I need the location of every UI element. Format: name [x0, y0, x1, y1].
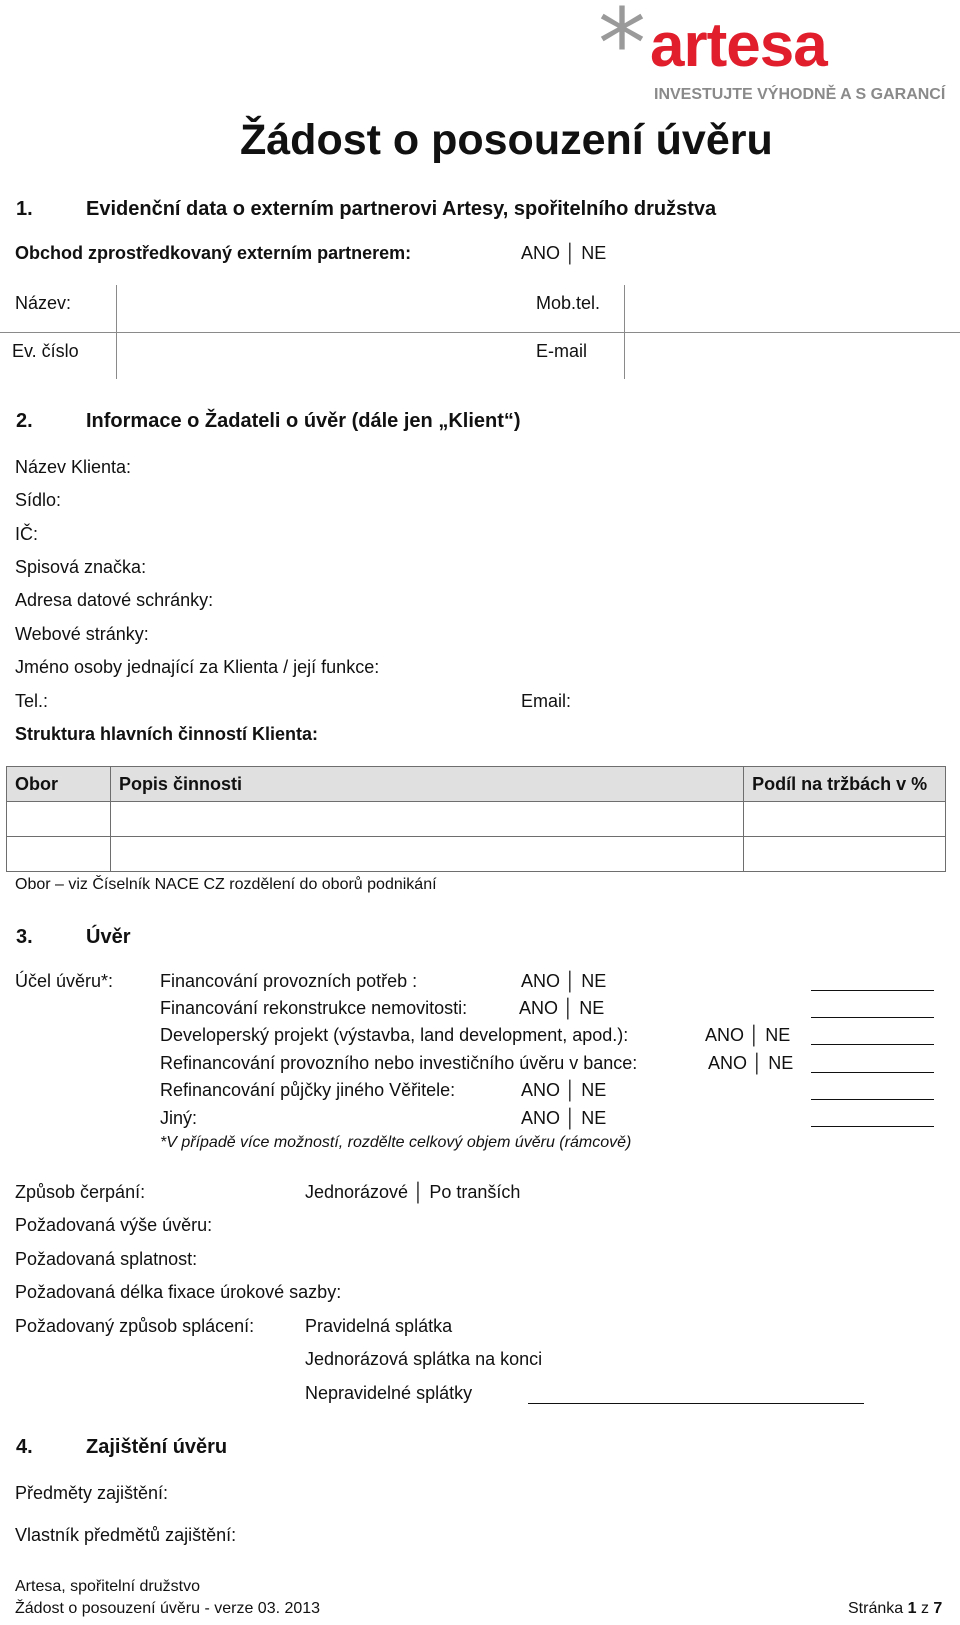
section3-number: 3. [16, 926, 33, 948]
client-field-label: Webové stránky: [15, 624, 149, 644]
activities-label: Struktura hlavních činností Klienta: [15, 724, 319, 744]
table-cell[interactable] [110, 802, 743, 837]
client-field-label: Adresa datové schránky: [15, 590, 214, 610]
field-separator [0, 332, 960, 333]
purpose-amount-blank[interactable] [811, 1072, 934, 1073]
partner-mobile-label: Mob.tel. [536, 293, 601, 313]
table-header-row [7, 767, 946, 802]
page-total: 7 [933, 1600, 943, 1617]
table-row [7, 837, 946, 872]
client-field-label: IČ: [15, 524, 39, 544]
purpose-item-text: Developerský projekt (výstavba, land development, apod.): [160, 1025, 629, 1045]
purpose-amount-blank[interactable] [811, 1126, 934, 1127]
page-sep: z [920, 1600, 929, 1617]
repayment-option[interactable]: Pravidelná splátka [305, 1316, 453, 1336]
table-row [7, 802, 946, 837]
table-note: Obor – viz Číselník NACE CZ rozdělení do oborů podnikání [15, 876, 437, 893]
table-cell[interactable] [110, 837, 743, 872]
repayment-label: Požadovaný způsob splácení: [15, 1316, 255, 1336]
section1-heading: Evidenční data o externím partnerovi Artesy, spořitelního družstva [86, 198, 717, 220]
partner-name-label: Název: [15, 293, 72, 313]
purpose-item-options[interactable]: ANO │ NE [521, 1108, 607, 1128]
footer-doc-version: Žádost o posouzení úvěru - verze 03. 2013 [15, 1600, 321, 1617]
purpose-item-options[interactable]: ANO │ NE [519, 998, 605, 1018]
purpose-amount-blank[interactable] [811, 1099, 934, 1100]
client-field-label: Sídlo: [15, 490, 62, 510]
section4-number: 4. [16, 1436, 33, 1458]
purpose-label: Účel úvěru*: [15, 971, 114, 991]
client-email-label: Email: [521, 691, 572, 711]
purpose-amount-blank[interactable] [811, 1044, 934, 1045]
purpose-item-options[interactable]: ANO │ NE [705, 1025, 791, 1045]
table-cell[interactable] [7, 802, 111, 837]
table-cell[interactable] [744, 837, 946, 872]
footer-page-number [848, 1600, 942, 1618]
drawing-label: Způsob čerpání: [15, 1182, 146, 1202]
drawing-options[interactable]: Jednorázové │ Po tranších [305, 1182, 521, 1202]
partner-email-label: E-mail [536, 341, 588, 361]
table-cell[interactable] [744, 802, 946, 837]
purpose-note: *V případě více možností, rozdělte celkový objem úvěru (rámcově) [160, 1134, 632, 1151]
purpose-item-options[interactable]: ANO │ NE [521, 971, 607, 991]
purpose-amount-blank[interactable] [811, 990, 934, 991]
page-prefix: Stránka [848, 1600, 904, 1617]
fixation-label: Požadovaná délka fixace úrokové sazby: [15, 1282, 342, 1302]
logo-wordmark: artesa [650, 11, 827, 80]
maturity-label: Požadovaná splatnost: [15, 1249, 198, 1269]
purpose-item-text: Refinancování půjčky jiného Věřitele: [160, 1080, 456, 1100]
client-field-label: Spisová značka: [15, 557, 147, 577]
partner-ev-number-label: Ev. číslo [12, 341, 79, 361]
purpose-item-text: Jiný: [160, 1108, 198, 1128]
purpose-amount-blank[interactable] [811, 1017, 934, 1018]
section2-number: 2. [16, 410, 33, 432]
collateral-label: Předměty zajištění: [15, 1483, 169, 1503]
table-header-cell: Obor [7, 767, 111, 802]
logo-star-icon: * [598, 0, 646, 100]
purpose-item-text: Financování provozních potřeb : [160, 971, 418, 991]
amount-label: Požadovaná výše úvěru: [15, 1215, 213, 1235]
collateral-owner-label: Vlastník předmětů zajištění: [15, 1525, 237, 1545]
mediated-options[interactable]: ANO │ NE [521, 243, 607, 263]
repayment-option[interactable]: Jednorázová splátka na konci [305, 1349, 543, 1369]
section1-number: 1. [16, 198, 33, 220]
activities-table [6, 766, 946, 872]
purpose-item-options[interactable]: ANO │ NE [708, 1053, 794, 1073]
page-current: 1 [907, 1600, 917, 1617]
client-field-label: Jméno osoby jednající za Klienta / její funkce: [15, 657, 380, 677]
irregular-repayment-blank[interactable] [528, 1403, 864, 1404]
purpose-item-text: Refinancování provozního nebo investičního úvěru v bance: [160, 1053, 638, 1073]
purpose-item-options[interactable]: ANO │ NE [521, 1080, 607, 1100]
repayment-option[interactable]: Nepravidelné splátky [305, 1383, 473, 1403]
client-field-label: Název Klienta: [15, 457, 132, 477]
section2-heading: Informace o Žadateli o úvěr (dále jen „Klient“) [86, 410, 521, 432]
purpose-item-text: Financování rekonstrukce nemovitosti: [160, 998, 468, 1018]
table-header-cell: Popis činnosti [110, 767, 743, 802]
mediated-label: Obchod zprostředkovaný externím partnerem: [15, 243, 412, 263]
page-title: Žádost o posouzení úvěru [240, 116, 773, 164]
logo-slogan: INVESTUJTE VÝHODNĚ A S GARANCÍ [654, 86, 946, 103]
table-cell[interactable] [7, 837, 111, 872]
table-header-cell: Podíl na tržbách v % [744, 767, 946, 802]
section4-heading: Zajištění úvěru [86, 1436, 228, 1458]
section3-heading: Úvěr [86, 926, 131, 948]
footer-company: Artesa, spořitelní družstvo [15, 1578, 200, 1595]
client-field-label: Tel.: [15, 691, 49, 711]
